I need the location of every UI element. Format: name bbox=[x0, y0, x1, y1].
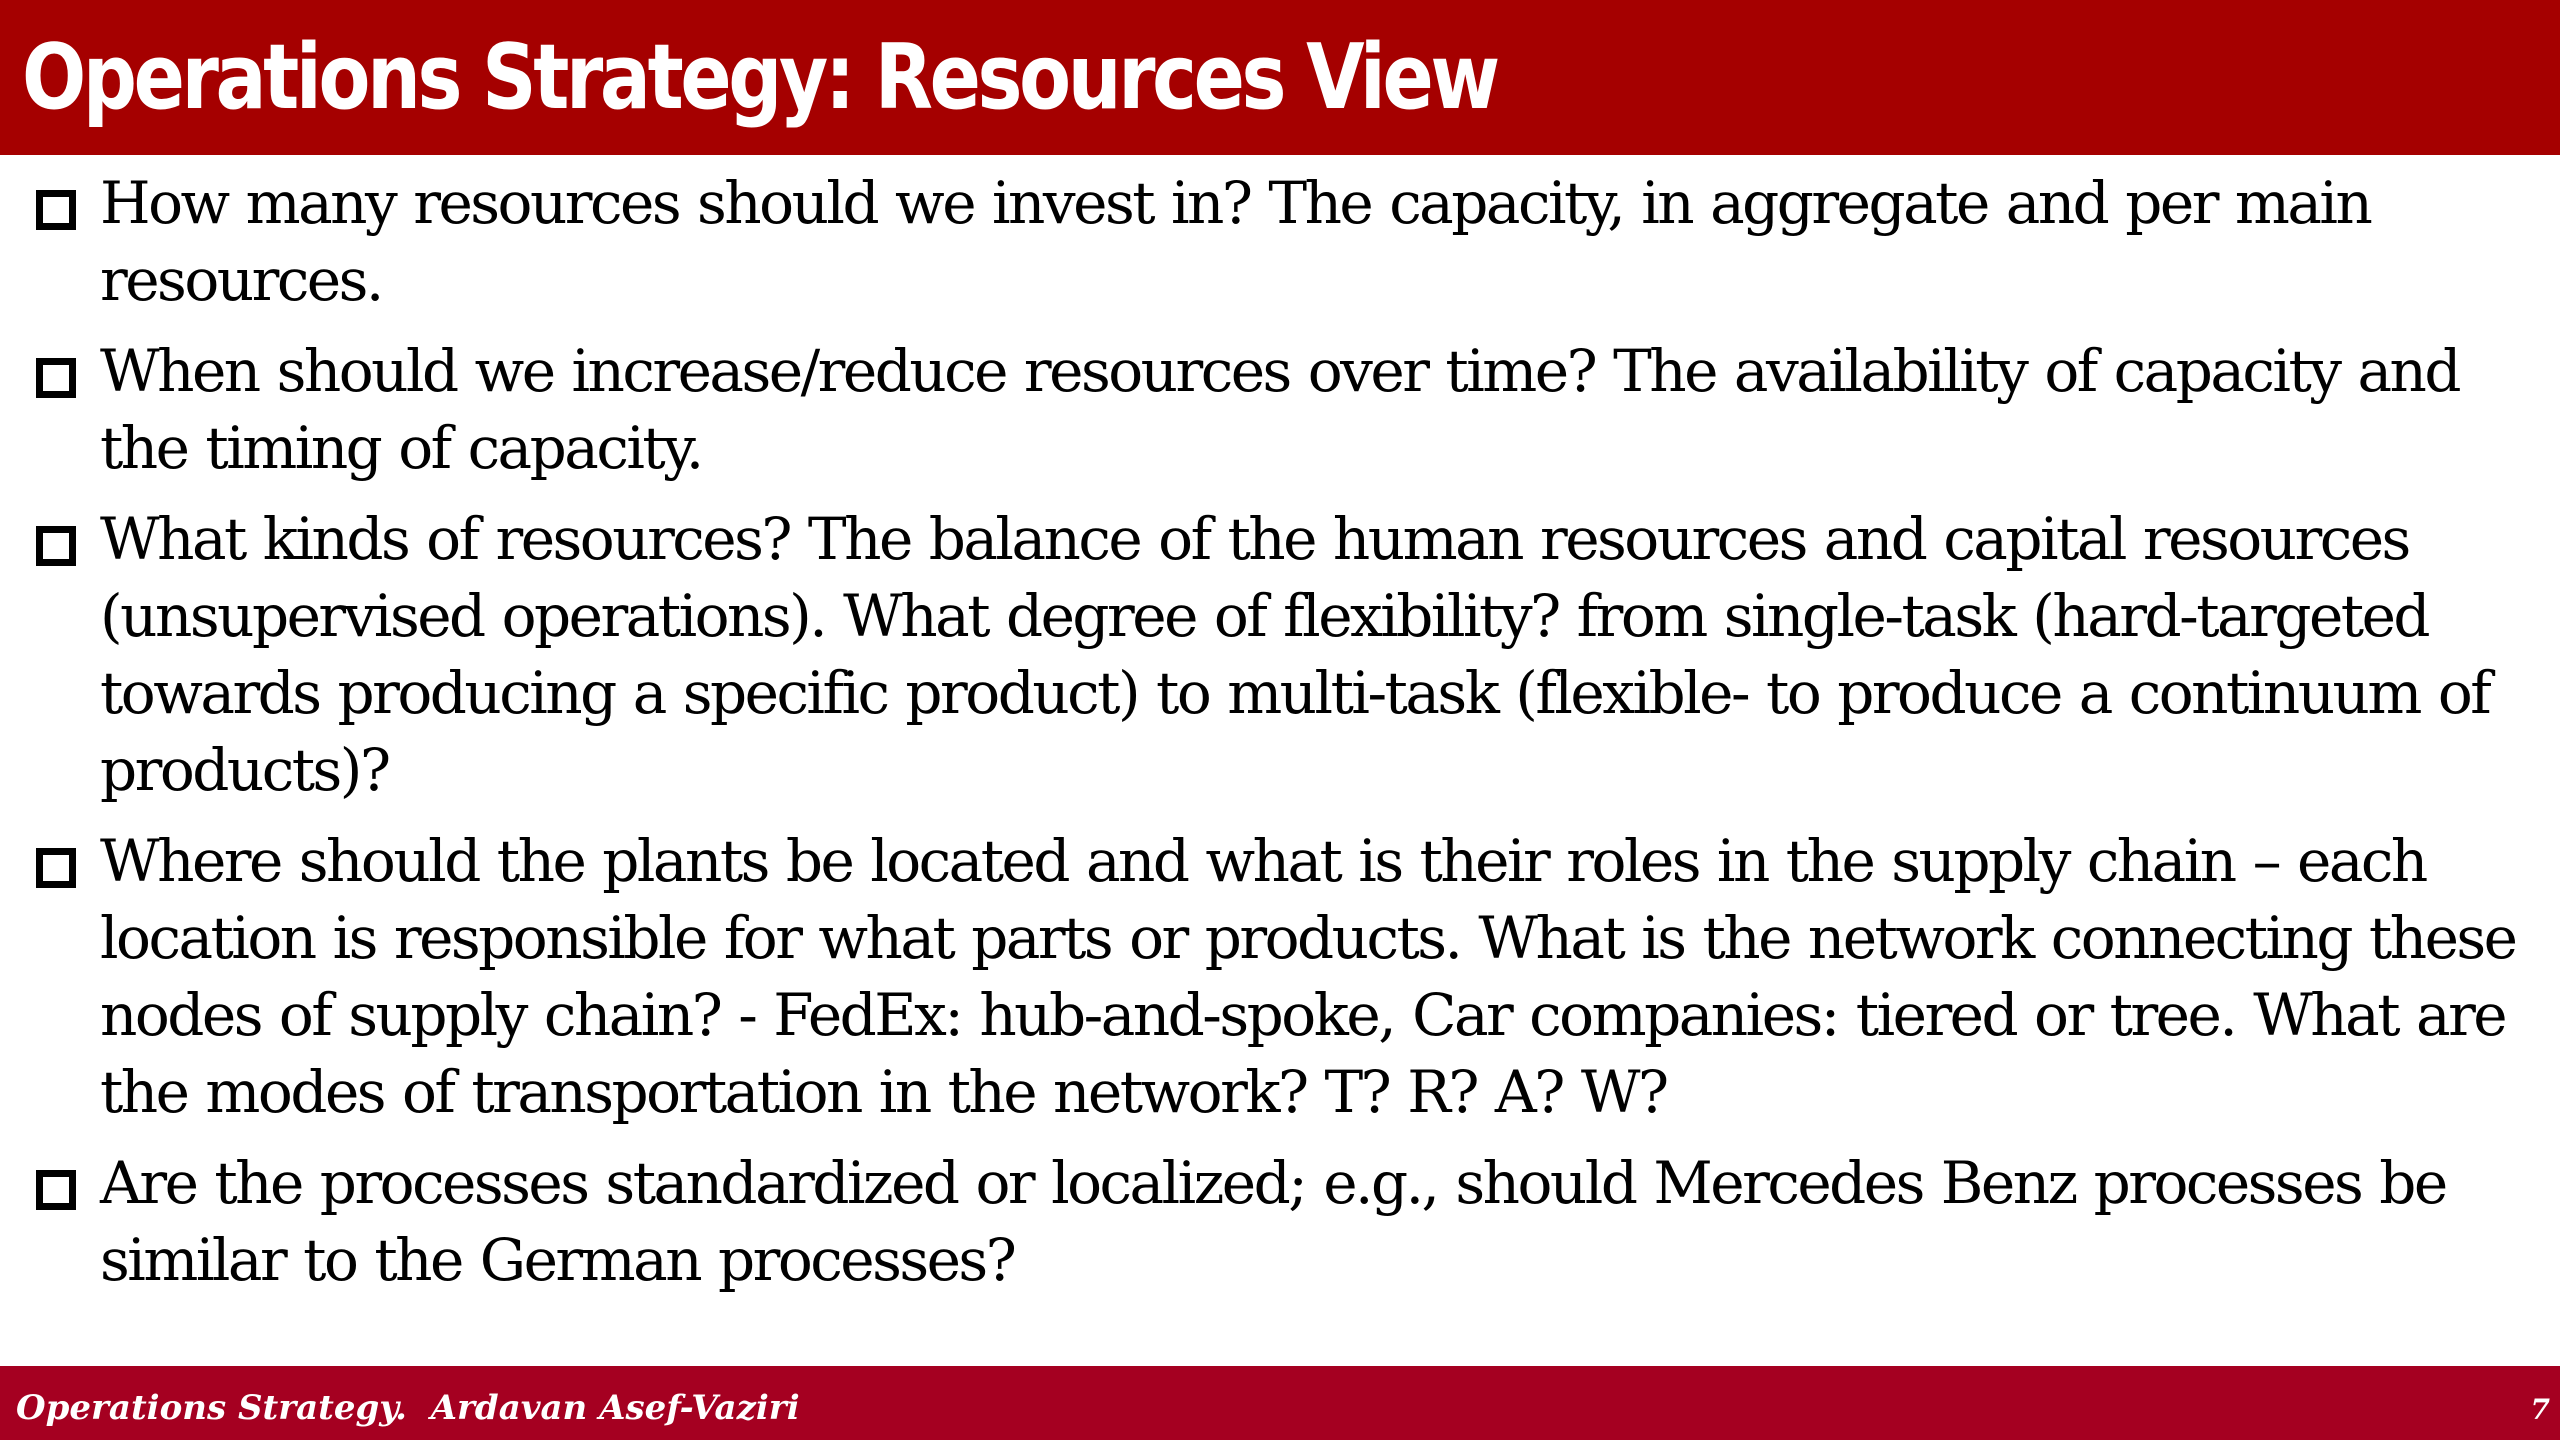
bullet-item bbox=[0, 823, 2560, 1131]
bullet-text: How many resources should we invest in? The capacity, in aggregate and per main resources. bbox=[100, 169, 2371, 314]
bullet-item bbox=[0, 1145, 2560, 1299]
footer-text: Operations Strategy. Ardavan Asef-Vaziri bbox=[16, 1388, 800, 1428]
hollow-square-bullet-icon bbox=[36, 848, 76, 888]
bullet-text: What kinds of resources? The balance of the human resources and capital resources (unsupervised operations). What degree of flexibility? from single-task (hard-targeted towards producing a specific product) to multi-task (flexible- to produce a continuum of products)? bbox=[100, 505, 2490, 804]
page-number: 7 bbox=[2530, 1393, 2550, 1426]
bullet-item bbox=[0, 333, 2560, 487]
hollow-square-bullet-icon bbox=[36, 358, 76, 398]
bullet-text: Where should the plants be located and what is their roles in the supply chain – each location is responsible for what parts or products. What is the network connecting these nodes of supply chain? - FedEx: hub-and-spoke, Car companies: tiered or tree. What are the modes of transportation in the network? T? R? A? W? bbox=[100, 827, 2516, 1126]
bullet-item bbox=[0, 501, 2560, 809]
bullet-text: When should we increase/reduce resources over time? The availability of capacity and the timing of capacity. bbox=[100, 337, 2460, 482]
slide-title: Operations Strategy: Resources View bbox=[22, 25, 1497, 130]
hollow-square-bullet-icon bbox=[36, 1170, 76, 1210]
bullet-text: Are the processes standardized or localized; e.g., should Mercedes Benz processes be similar to the German processes? bbox=[100, 1149, 2446, 1294]
bullet-list bbox=[0, 165, 2560, 1313]
hollow-square-bullet-icon bbox=[36, 190, 76, 230]
bullet-item bbox=[0, 165, 2560, 319]
hollow-square-bullet-icon bbox=[36, 526, 76, 566]
